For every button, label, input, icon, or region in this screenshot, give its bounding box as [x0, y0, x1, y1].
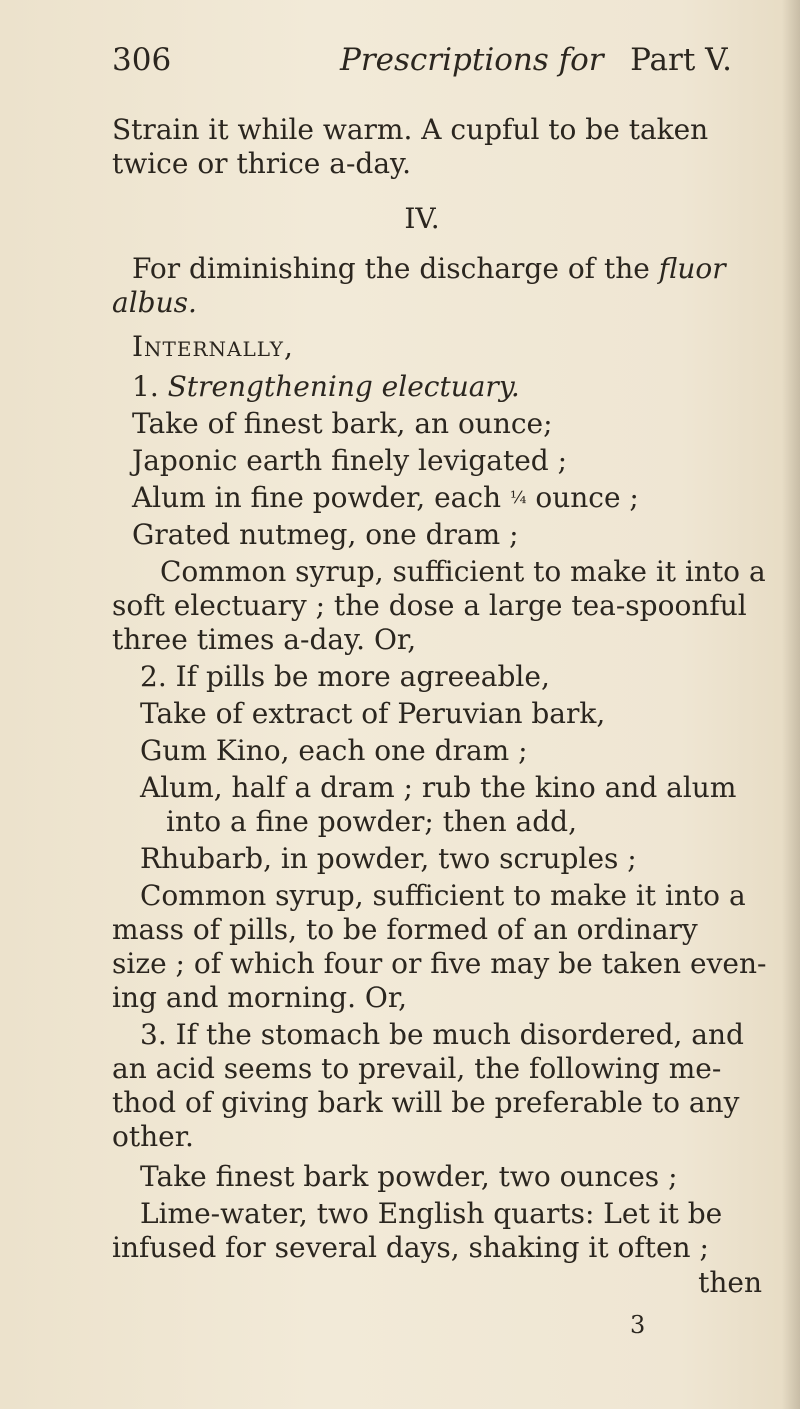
text-line: Lime-water, two English quarts: Let it be	[140, 1197, 723, 1230]
text-line: Japonic earth finely levigated ;	[132, 444, 568, 477]
text-line: Alum, half a dram ; rub the kino and alum	[140, 771, 737, 804]
part-label: Part V.	[630, 42, 732, 78]
text-line: thod of giving bark will be preferable to any	[112, 1086, 740, 1119]
text-line: infused for several days, shaking it often ;	[112, 1231, 709, 1264]
page-edge-shadow	[782, 0, 800, 1409]
text-line: size ; of which four or five may be taken even-	[112, 947, 767, 980]
text-span: For diminishing the discharge of the	[132, 252, 650, 285]
text-line: Common syrup, sufficient to make it into a	[160, 555, 766, 588]
catchword: then	[698, 1266, 762, 1299]
text-line: other.	[112, 1120, 194, 1153]
page-number: 306	[112, 42, 172, 78]
text-line: soft electuary ; the dose a large tea-spoonful	[112, 589, 747, 622]
italic-term: fluor	[658, 252, 726, 285]
text-line: three times a-day. Or,	[112, 623, 417, 656]
text-line: Grated nutmeg, one dram ;	[132, 518, 519, 551]
text-line: into a fine powder; then add,	[166, 805, 577, 838]
item-number: 1.	[132, 370, 159, 403]
text-line: an acid seems to prevail, the following me-	[112, 1052, 722, 1085]
text-line: Gum Kino, each one dram ;	[140, 734, 528, 767]
text-line: mass of pills, to be formed of an ordinary	[112, 913, 698, 946]
text-line: Take of finest bark, an ounce;	[132, 407, 553, 440]
text-line: Rhubarb, in powder, two scruples ;	[140, 842, 637, 875]
running-header	[112, 42, 732, 82]
text-line	[132, 481, 639, 515]
text-line: albus.	[112, 286, 197, 319]
text-line: Common syrup, sufficient to make it into a	[140, 879, 746, 912]
text-line: Strain it while warm. A cupful to be taken	[112, 113, 709, 146]
fraction: ¼	[509, 488, 527, 508]
text-line	[132, 252, 726, 286]
section-heading: IV.	[404, 202, 440, 235]
subheading: Internally,	[132, 330, 294, 363]
text-line: ing and morning. Or,	[112, 981, 408, 1014]
text-line: 3. If the stomach be much disordered, and	[140, 1018, 744, 1051]
text-line: Take of extract of Peruvian bark,	[140, 697, 606, 730]
text-span: ounce ;	[535, 481, 639, 514]
recipe-title	[132, 370, 520, 404]
text-span: Alum in fine powder, each	[132, 481, 502, 514]
text-line: 2. If pills be more agreeable,	[140, 660, 550, 693]
running-title: Prescriptions for	[340, 42, 604, 78]
text-line: Take finest bark powder, two ounces ;	[140, 1160, 678, 1193]
recipe-name: Strengthening electuary.	[167, 370, 520, 403]
signature-mark: 3	[630, 1311, 646, 1339]
text-line: twice or thrice a-day.	[112, 147, 412, 180]
